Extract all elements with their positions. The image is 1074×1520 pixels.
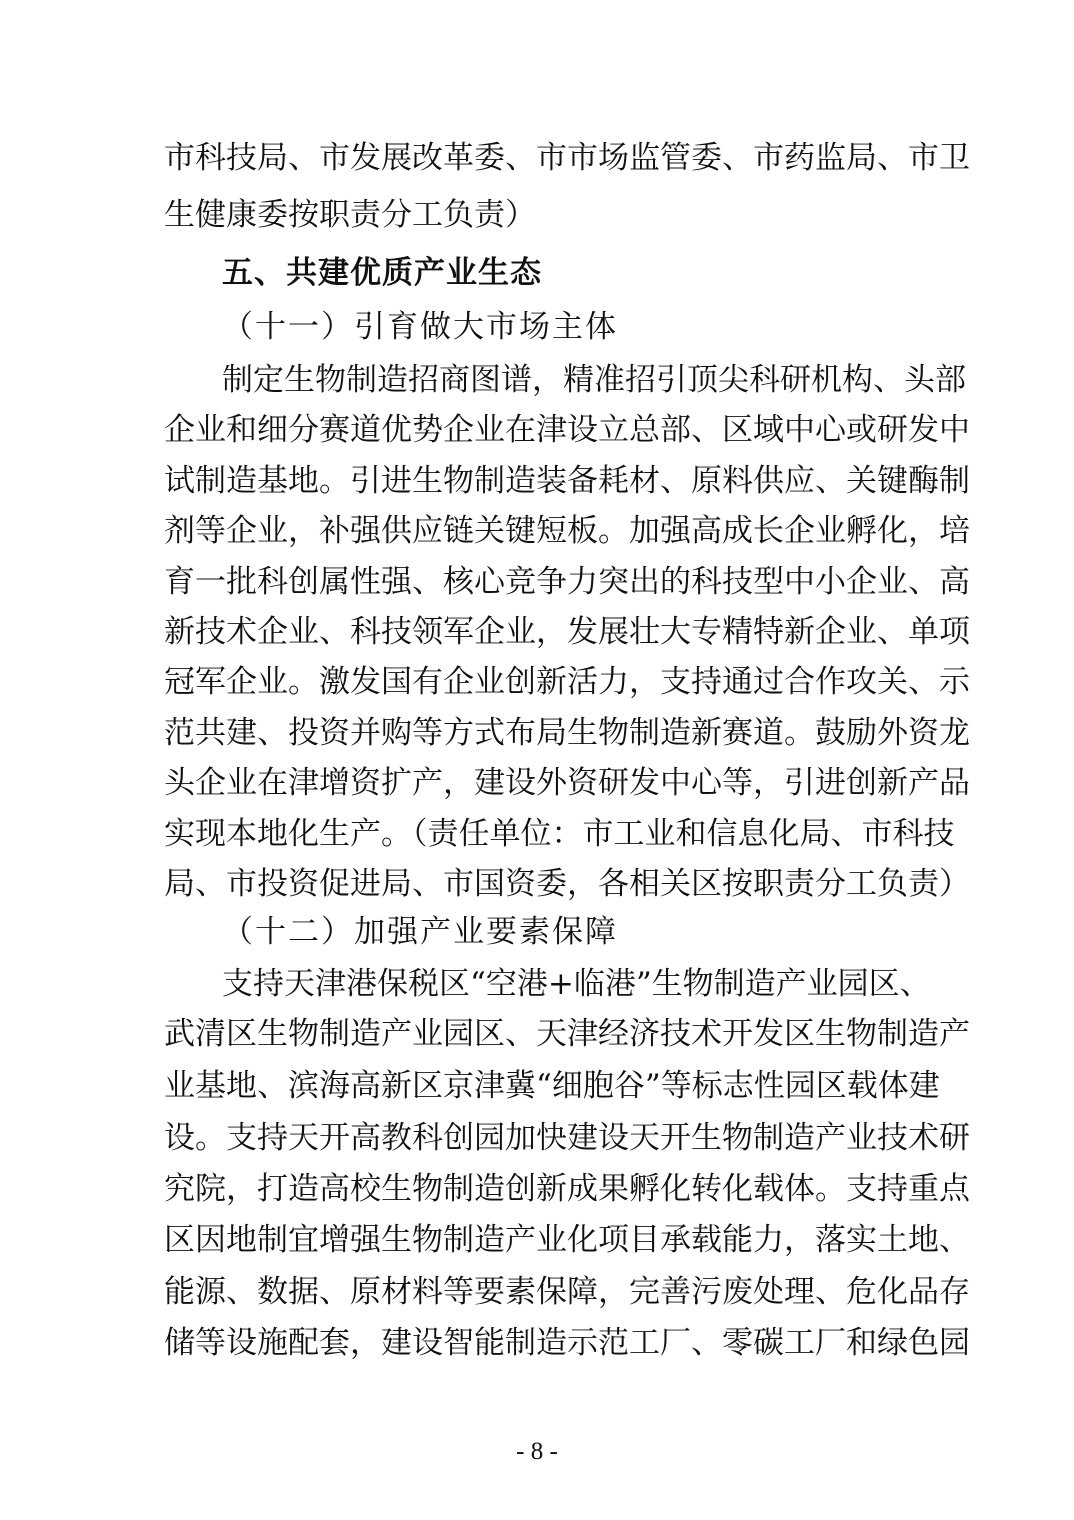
page-number: - 8 - bbox=[516, 1438, 558, 1465]
paragraph-line: 企业和细分赛道优势企业在津设立总部、区域中心或研发中 bbox=[164, 412, 970, 448]
paragraph-line: 头企业在津增资扩产，建设外资研发中心等，引进创新产品 bbox=[164, 765, 970, 801]
paragraph-line: 育一批科创属性强、核心竞争力突出的科技型中小企业、高 bbox=[164, 564, 970, 600]
paragraph-line: 范共建、投资并购等方式布局生物制造新赛道。鼓励外资龙 bbox=[164, 715, 970, 751]
subsection-title: （十二）加强产业要素保障 bbox=[222, 914, 618, 950]
paragraph-line: 储等设施配套，建设智能制造示范工厂、零碳工厂和绿色园 bbox=[164, 1325, 970, 1361]
paragraph-line: 业基地、滨海高新区京津冀“细胞谷”等标志性园区载体建 bbox=[164, 1068, 940, 1104]
paragraph-line: 究院，打造高校生物制造创新成果孵化转化载体。支持重点 bbox=[164, 1171, 970, 1207]
paragraph-line: 剂等企业，补强供应链关键短板。加强高成长企业孵化，培 bbox=[164, 513, 970, 549]
paragraph-line: 新技术企业、科技领军企业，发展壮大专精特新企业、单项 bbox=[164, 614, 970, 650]
carry-over-line: 生健康委按职责分工负责） bbox=[164, 197, 536, 233]
paragraph-line: 区因地制宜增强生物制造产业化项目承载能力，落实土地、 bbox=[164, 1222, 970, 1258]
paragraph-line: 设。支持天开高教科创园加快建设天开生物制造产业技术研 bbox=[164, 1120, 970, 1156]
paragraph-line: 局、市投资促进局、市国资委，各相关区按职责分工负责） bbox=[164, 866, 970, 902]
paragraph-line: 能源、数据、原材料等要素保障，完善污废处理、危化品存 bbox=[164, 1274, 970, 1310]
paragraph-line: 试制造基地。引进生物制造装备耗材、原料供应、关键酶制 bbox=[164, 463, 970, 499]
carry-over-line: 市科技局、市发展改革委、市市场监管委、市药监局、市卫 bbox=[164, 140, 970, 176]
subsection-title: （十一）引育做大市场主体 bbox=[222, 309, 618, 345]
paragraph-line: 冠军企业。激发国有企业创新活力，支持通过合作攻关、示 bbox=[164, 664, 970, 700]
paragraph-line: 制定生物制造招商图谱，精准招引顶尖科研机构、头部 bbox=[222, 362, 966, 398]
paragraph-line: 实现本地化生产。（责任单位：市工业和信息化局、市科技 bbox=[164, 816, 955, 852]
paragraph-line: 支持天津港保税区“空港+临港”生物制造产业园区、 bbox=[222, 966, 931, 1002]
section-heading: 五、共建优质产业生态 bbox=[222, 255, 542, 291]
paragraph-line: 武清区生物制造产业园区、天津经济技术开发区生物制造产 bbox=[164, 1016, 970, 1052]
